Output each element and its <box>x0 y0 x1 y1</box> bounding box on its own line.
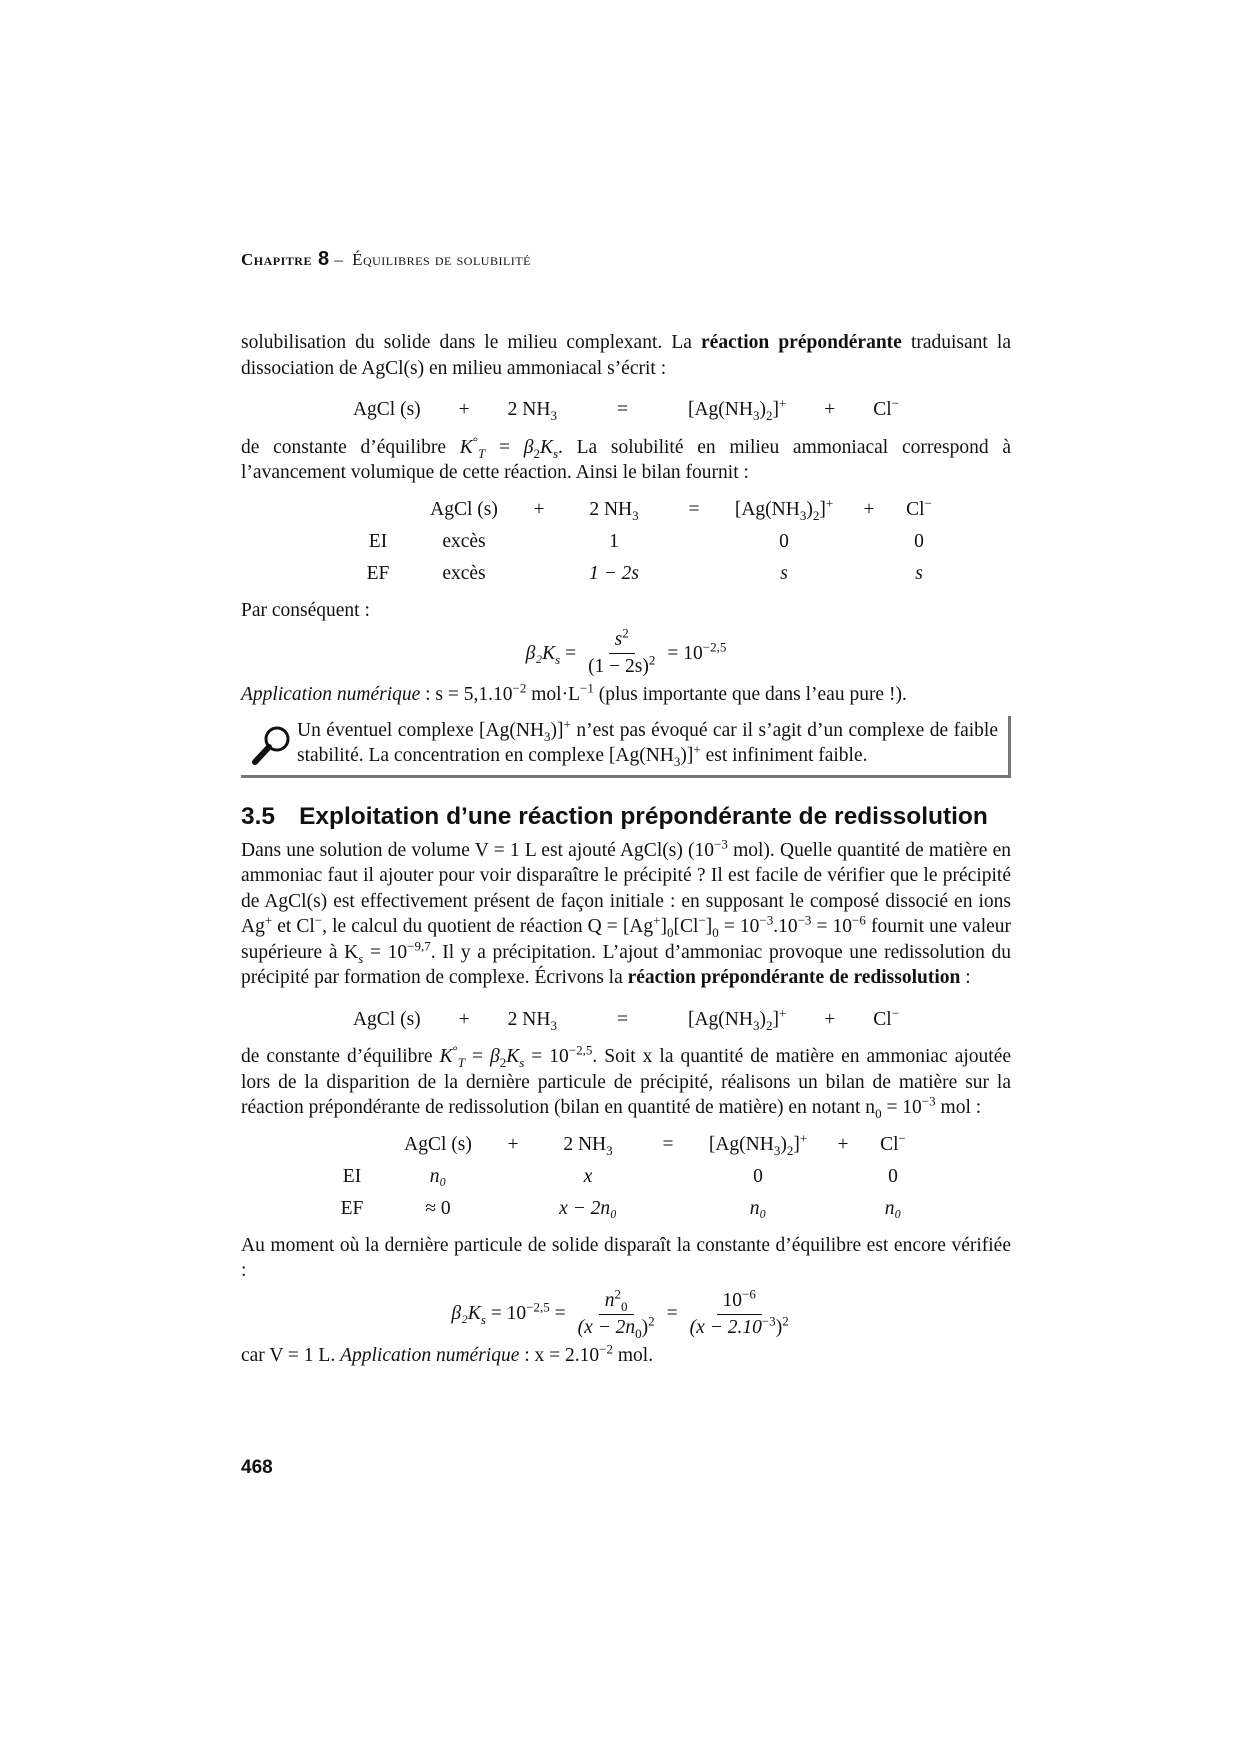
table-row-ei: EI n₀ x 0 0 <box>342 1165 898 1187</box>
bilan-table-1 <box>347 494 949 590</box>
bilan-table-2 <box>321 1129 923 1225</box>
table-row-ef: EF excès 1 − 2s s s <box>366 562 923 584</box>
application-1: Application numérique : $s = 5,1.10^{-2}$ $mol\cdot L^{-1}$ (plus importante que dans l’eau pure !). <box>241 680 907 705</box>
table-header-row: AgCl (s) + 2 $NH_3$ = $[Ag(NH_3)_2]^+$ + Cl− <box>404 1130 906 1158</box>
note-text: Un éventuel complexe $[Ag(NH_3)]^+$ n’est pas évoqué car il s’agit d’un complexe de faible stabilité. La concentration en complexe $[Ag(NH_3)]^+$ est infiniment faible. <box>297 716 998 769</box>
reaction-equation-1: AgCl (s) + 2 $NH_3$ = $[Ag(NH_3)_2]^+$ + Cl− <box>352 395 900 423</box>
reaction-equation-2: AgCl (s) + 2 $NH_3$ = $[Ag(NH_3)_2]^+$ + Cl− <box>352 1005 900 1033</box>
bold-term: réaction prépondérante <box>701 332 902 353</box>
page-number: 468 <box>241 1457 273 1478</box>
solubility-equation: $\beta_2K_s$ = $\frac{s^2}{(1 - 2s)^2}$ = $10^{-2,5}$ <box>525 625 727 677</box>
table-row-ei: EI excès 1 0 0 <box>368 530 924 552</box>
chapter-label: Chapitre <box>241 250 312 269</box>
table-header-row: AgCl (s) + 2 $NH_3$ = $[Ag(NH_3)_2]^+$ + Cl− <box>430 495 932 523</box>
page <box>241 0 1011 1754</box>
paragraph-5: de constante d’équilibre $K^\circ_T = \beta_2K_s = 10^{-2,5}$. Soit x la quantité de matière en ammoniac ajoutée lors de la disparition de la dernière particule de précipité, réalisons un bilan de matière sur la réaction prépondérante de redissolution (bilan en quantité de matière) en notant $n_0 = 10^{-3}$ mol : <box>241 1042 1012 1121</box>
paragraph-7: car V = 1 L. Application numérique : $x = 2.10^{-2}$ mol. <box>241 1341 654 1366</box>
paragraph-2: de constante d’équilibre $K^\circ_T = \beta_2K_s$. La solubilité en milieu ammoniacal correspond à l’avancement volumique de cette réaction. Ainsi le bilan fournit : <box>241 433 1011 483</box>
chapter-number: 8 <box>317 248 330 270</box>
bold-term: réaction prépondérante de redissolution <box>627 967 961 988</box>
paragraph-1: solubilisation du solide dans le milieu complexant. La réaction prépondérante traduisant la dissociation de AgCl(s) en milieu ammoniacal s’écrit : <box>241 332 1012 379</box>
paragraph-4: Dans une solution de volume V = 1 L est ajouté AgCl(s) ($10^{-3}$ mol). Quelle quantité de matière en ammoniac faut il ajouter pour voir disparaître le précipité ? Il est facile de vérifier que le précipité de AgCl(s) est effectivement présent de façon initiale : en supposant le composé dissocié en ions Ag+ et Cl−, le calcul du quotient de réaction $Q = [Ag^+]_0[Cl^-]_0 = 10^{-3}.10^{-3} = 10^{-6}$ fournit une valeur supérieure à $K_s = 10^{-9,7}$. Il y a précipitation. L’ajout d’ammoniac provoque une redissolution du précipité par formation de complexe. Écrivons la réaction prépondérante de redissolution : <box>241 836 1012 988</box>
table-row-ef: EF ≈ 0 x − 2n₀ n₀ n₀ <box>340 1197 902 1219</box>
paragraph-6: Au moment où la dernière particule de solide disparaît la constante d’équilibre est encore vérifiée : <box>241 1234 1011 1281</box>
header-separator: – <box>334 250 344 269</box>
section-heading: 3.5 Exploitation d’une réaction prépondérante de redissolution <box>241 802 988 830</box>
note-box <box>241 716 1011 778</box>
magnifier-icon <box>251 724 293 766</box>
chapter-title: Équilibres de solubilité <box>352 250 531 269</box>
running-head <box>241 248 531 271</box>
paragraph-3: Par conséquent : <box>241 599 370 621</box>
body-text <box>241 330 1011 1368</box>
redissolution-equation: $\beta_2K_s = 10^{-2,5}$ = $\frac{n^2_0}{(x - 2n_0)^2}$ = $\frac{10^{-6}}{(x - 2.10^{-3})^2}$ <box>451 1286 789 1341</box>
